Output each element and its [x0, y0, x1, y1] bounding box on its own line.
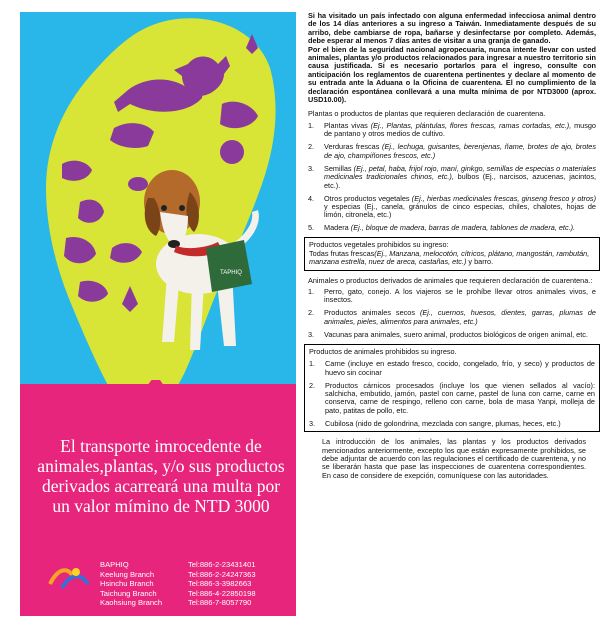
list-item: 4. Otros productos vegetales (Ej., hierbas medicinales frescas, ginseng fresco y otros) y especias (Ej., canela, gránulos de cinco especias, chiles, chalotes, hojas de limón, citronela, etc.): [308, 193, 597, 220]
plants-heading: Plantas o productos de plantas que requieren declaración de cuarentena.: [308, 109, 546, 119]
branch-row: BAPHIQ Tel:886-2-23431401: [100, 560, 256, 569]
poster-panel: [20, 12, 296, 616]
closing-paragraph: La introducción de los animales, las plantas y los productos derivados mencionados anteriormente, excepto los que están expresamente prohibidos, se debe adjuntar de acuerdo con las regulaciones el certificado de cuarentena, y no se liberarán hasta que pase las inspecciones de cuarentena correspondientes. En caso de considere de exepción, comuníquese con las autoridades.: [322, 437, 586, 480]
branch-row: Taichung Branch Tel:886-4-22850198: [100, 588, 256, 598]
box-title: Productos vegetales prohibidos su ingreso:: [309, 240, 449, 250]
list-item: 1. Perro, gato, conejo. A los viajeros se le prohíbe llevar otros animales vivos, e insectos.: [308, 286, 596, 305]
baphiq-logo: [48, 562, 92, 592]
list-item: 5. Madera (Ej., bloque de madera, barras de madera, tablones de madera, etc.).: [308, 223, 576, 233]
list-item: 3. Vacunas para animales, suero animal, productos biológicos de origen animal, etc.: [308, 329, 588, 339]
intro-paragraph: Si ha visitado un país infectado con alguna enfermedad infecciosa animal dentro de los 14 días anteriores a su ingreso a Taiwán. Inmediatamente después de su arribo, debe cambiarse de ropa, bañarse y desinfectarse por completo. Además, debe esperar al menos 7 días antes de visitar a una granja de ganado.: [308, 11, 596, 46]
branch-row: Hsinchu Branch Tel:886-3-3982663: [100, 579, 252, 589]
list-item: 1. Carne (incluye en estado fresco, cocido, congelado, frío, y seco) y productos de huevo sin cocinar: [309, 359, 595, 377]
list-item: 2. Productos cárnicos procesados (incluye los que vienen sellados al vacío): salchicha, embutido, jamón, pastel con carne, pastel de luna con carne, carne en conserva, carne de respingo, relleno con carne, bola de masa Yanpi, molleja de pato, patitas de pollo, etc.: [309, 380, 595, 415]
animals-list: [308, 288, 596, 339]
box-title: Productos de animales prohibidos su ingreso.: [309, 346, 457, 356]
list-item: 2. Verduras frescas (Ej., lechuga, guisantes, berenjenas, ñame, brotes de ajo, brotes de ajo, champiñones frescos, etc.): [308, 142, 596, 160]
list-item: 3. Cubilosa (nido de golondrina, mezclada con sangre, plumas, heces, etc.): [309, 418, 561, 428]
box-text: Todas frutas frescas(Ej., Manzana, melocotón, cítricos, plátano, mangostán, rambután, manzana estrella, nuez de areca, castañas, etc.) y barro.: [309, 248, 590, 267]
list-item: 2. Productos animales secos (Ej., cuernos, huesos, dientes, garras, plumas de animales, pieles, alimentos para animales, etc.): [308, 308, 596, 326]
intro-paragraph: Por el bien de la seguridad nacional agropecuaria, nunca intente llevar con usted animales, plantas y/o productos relacionados para ingresar a nuestro territorio sin causa justificada. Si es necesario portarlos para el ingreso, consulte con anticipación los reglamentos de cuarentena pertinentes y declare al momento de su entrada ante la Aduana o la Oficina de cuarentena. El no cumplimiento de la declaración espontánea conllevará a una multa mínima de por NTD3000 (aprox. USD10.00).: [308, 44, 596, 105]
list-item: 1. Plantas vivas (Ej., Plantas, plántulas, flores frescas, ramas cortadas, etc.), musgo de pantano y otros medios de cultivo.: [308, 120, 596, 139]
animals-heading: Animales o productos derivados de animales que requieren declaración de cuarentena.:: [308, 275, 593, 285]
notice-text-column: [308, 12, 596, 480]
intro-block: [308, 12, 596, 104]
branch-contact-list: [100, 560, 290, 608]
prohibited-animal-products-box: [304, 344, 600, 432]
dog-vest: [206, 240, 252, 292]
list-item: 3. Semillas (Ej., petal, haba, frijol rojo, maní, ginkgo, semillas de especias o materiales medicinales tradicionales chinos, etc.), bulbos (Ej., narcisos, azucenas, jacintos, etc.).: [308, 163, 597, 190]
prohibited-plants-box: [304, 237, 600, 270]
poster-headline: El transporte imrocedente de animales,plantas, y/o sus productos derivados acarreará una multa por un valor mímino de NTD 3000: [37, 436, 285, 516]
branch-row: Keelung Branch Tel:886-2-24247363: [100, 569, 256, 579]
branch-row: Kaohsiung Branch Tel:886-7-8057790: [100, 598, 252, 608]
plants-list: [308, 122, 596, 233]
animal-products-list: [309, 360, 595, 428]
vest-text: TAPHIQ: [220, 270, 242, 276]
